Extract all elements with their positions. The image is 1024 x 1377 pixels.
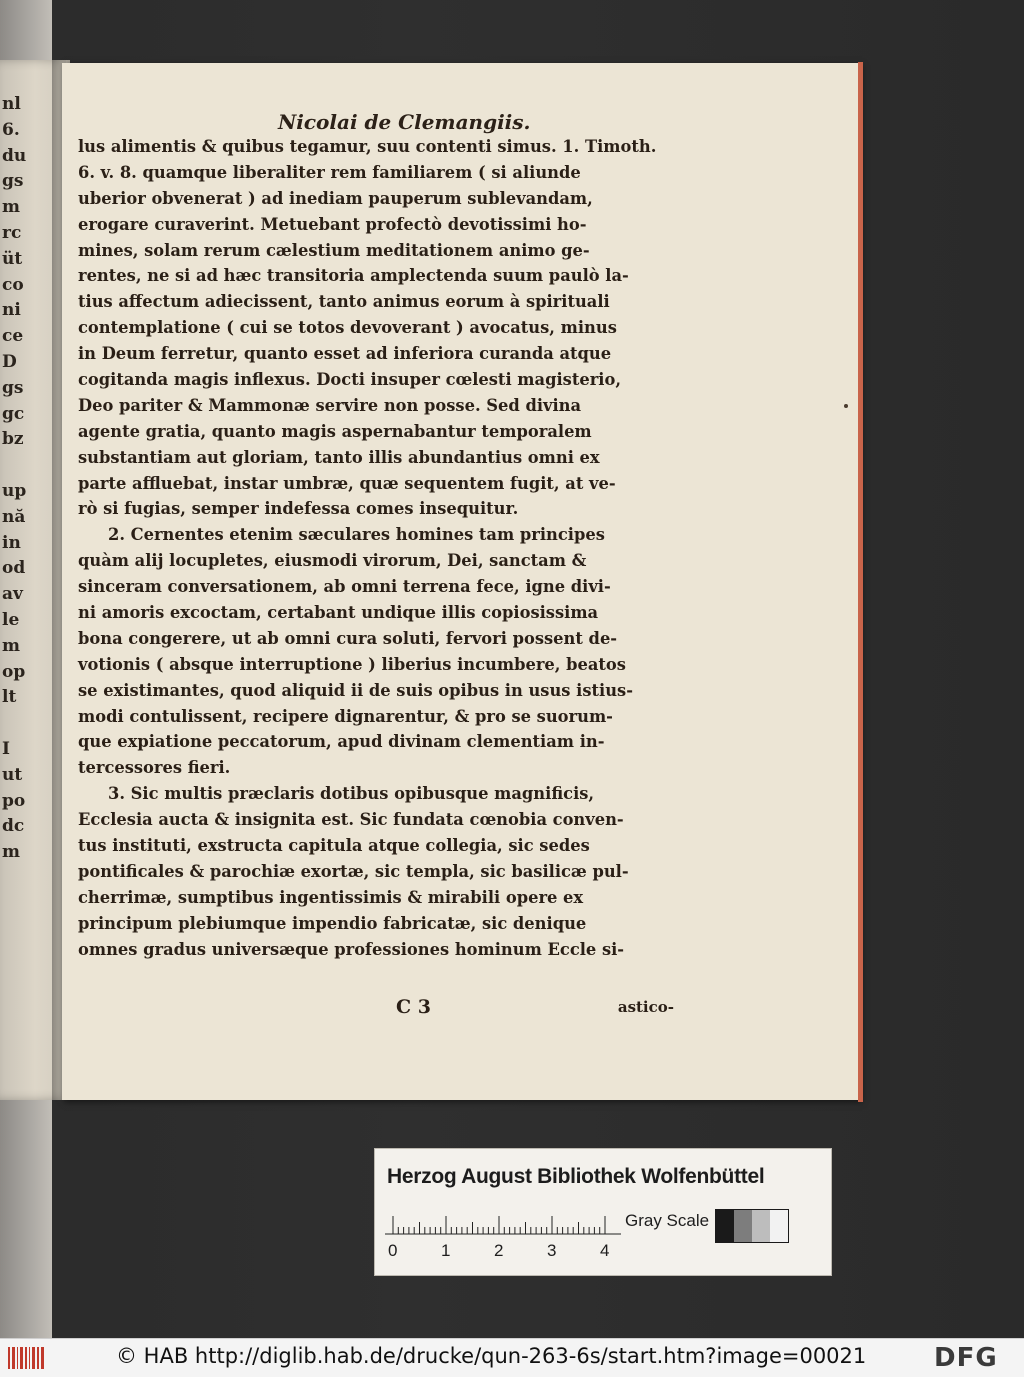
- ruler-number: 2: [494, 1241, 504, 1260]
- previous-page-fragment: op: [2, 661, 26, 682]
- text-line: votionis ( absque interruptione ) liberius incumbere, beatos: [78, 654, 626, 674]
- previous-page-fragment: av: [2, 584, 23, 605]
- library-name: Herzog August Bibliothek Wolfenbüttel: [387, 1165, 765, 1188]
- previous-page-fragment: ni: [2, 300, 21, 321]
- text-line: tercessores fieri.: [78, 758, 231, 778]
- text-line: ni amoris excoctam, certabant undique illis copiosissima: [78, 603, 599, 623]
- gray-scale-label: Gray Scale: [625, 1211, 710, 1230]
- text-line: 3. Sic multis præclaris dotibus opibusque magnificis,: [108, 784, 595, 804]
- previous-page-fragment: [2, 711, 42, 737]
- text-line: que expiatione peccatorum, apud divinam clementiam in-: [78, 732, 605, 752]
- barcode-icon: [8, 1347, 44, 1369]
- text-line: mines, solam rerum cælestium meditationem animo ge-: [78, 240, 590, 260]
- text-line: principum plebiumque impendio fabricatæ, sic denique: [78, 913, 587, 933]
- text-line: rò si fugias, semper indefessa comes insequitur.: [78, 499, 519, 519]
- text-line: 2. Cernentes etenim sæculares homines tam principes: [108, 525, 605, 545]
- previous-page-fragment: le: [2, 609, 20, 630]
- previous-page-fragment: [2, 453, 42, 479]
- previous-page-fragment: gs: [2, 377, 24, 398]
- library-label-card: [374, 1148, 832, 1276]
- previous-page-fragment: gs: [2, 171, 24, 192]
- previous-page-fragment: po: [2, 790, 26, 811]
- previous-page-fragment: m: [2, 635, 20, 656]
- text-line: Ecclesia aucta & insignita est. Sic fundata cœnobia conven-: [78, 810, 624, 830]
- gray-swatch-cell: [734, 1210, 752, 1242]
- text-line: cogitanda magis inflexus. Docti insuper cœlesti magisterio,: [78, 370, 621, 390]
- text-line: modi contulissent, recipere dignarentur, & pro se suorum-: [78, 706, 613, 726]
- previous-page-fragment: in: [2, 532, 21, 553]
- previous-page-fragment: ce: [2, 326, 24, 347]
- previous-page-fragment: m: [2, 842, 20, 863]
- previous-page-fragment: dc: [2, 816, 25, 837]
- text-line: 6. v. 8. quamque liberaliter rem familiarem ( si aliunde: [78, 162, 581, 182]
- previous-page-fragment: bz: [2, 429, 24, 450]
- text-line: tius affectum adiecissent, tanto animus eorum à spirituali: [78, 292, 610, 312]
- previous-page-fragment: lt: [2, 687, 17, 708]
- text-line: uberior obvenerat ) ad inediam pauperum sublevandam,: [78, 188, 593, 208]
- text-line: in Deum ferretur, quanto esset ad inferiora curanda atque: [78, 344, 612, 364]
- gray-swatch-cell: [716, 1210, 734, 1242]
- copyright-url[interactable]: © HAB http://diglib.hab.de/drucke/qun-263-6s/start.htm?image=00021: [116, 1344, 867, 1368]
- text-line: pontificales & parochiæ exortæ, sic templa, sic basilicæ pul-: [78, 861, 629, 881]
- gray-swatch-cell: [752, 1210, 770, 1242]
- signature-mark: C 3: [396, 996, 431, 1018]
- ruler-scale: [385, 1205, 621, 1235]
- text-line: bona congerere, ut ab omni cura soluti, fervori possent de-: [78, 628, 618, 648]
- previous-page-fragment: nl: [2, 94, 21, 114]
- ruler-number: 4: [600, 1241, 610, 1260]
- previous-page-fragment: gc: [2, 403, 25, 424]
- text-line: parte affluebat, instar umbræ, quæ sequentem fugit, at ve-: [78, 473, 616, 493]
- previous-page-fragment: ut: [2, 764, 23, 785]
- text-line: sinceram conversationem, ab omni terrena fece, igne divi-: [78, 577, 611, 597]
- text-line: contemplatione ( cui se totos devoverant ) avocatus, minus: [78, 318, 617, 338]
- running-head: Nicolai de Clemangiis.: [278, 110, 531, 134]
- text-line: omnes gradus universæque professiones hominum Eccle si-: [78, 939, 625, 959]
- previous-page-fragment: I: [2, 738, 10, 759]
- dfg-logo: DFG: [934, 1343, 998, 1373]
- previous-page-fragment: üt: [2, 248, 23, 269]
- text-line: tus instituti, exstructa capitula atque collegia, sic sedes: [78, 836, 590, 856]
- previous-page-fragment: 6.: [2, 119, 20, 140]
- ruler-number: 3: [547, 1241, 557, 1260]
- previous-page-fragment: du: [2, 145, 27, 166]
- previous-page-fragment: nă: [2, 506, 26, 527]
- previous-page-fragment: rc: [2, 222, 22, 243]
- margin-mark: [844, 404, 848, 408]
- page-body-text: [78, 134, 674, 963]
- text-line: substantiam aut gloriam, tanto illis abundantius omni ex: [78, 447, 600, 467]
- previous-page-fragment: up: [2, 480, 27, 501]
- text-line: rentes, ne si ad hæc transitoria amplectenda suum paulò la-: [78, 266, 629, 286]
- previous-page-fragment: m: [2, 197, 20, 218]
- text-line: cherrimæ, sumptibus ingentissimis & mirabili opere ex: [78, 887, 584, 907]
- text-line: erogare curaverint. Metuebant profectò devotissimi ho-: [78, 214, 587, 234]
- text-line: quàm alij locupletes, eiusmodi virorum, Dei, sanctam &: [78, 551, 587, 571]
- gray-scale-swatch: [715, 1209, 789, 1243]
- ruler-number: 0: [388, 1241, 398, 1260]
- gray-swatch-cell: [770, 1210, 788, 1242]
- page-footer-line: [78, 996, 674, 1022]
- previous-page-fragment: od: [2, 558, 26, 579]
- previous-page-fragment: co: [2, 274, 24, 295]
- catchword: astico-: [617, 998, 674, 1016]
- previous-page-text-fragments: [2, 92, 42, 866]
- footer-bar: [0, 1338, 1024, 1377]
- ruler-number: 1: [441, 1241, 451, 1260]
- page-red-edge: [858, 62, 863, 1102]
- text-line: se existimantes, quod aliquid ii de suis opibus in usus istius-: [78, 680, 633, 700]
- text-line: agente gratia, quanto magis aspernabantur temporalem: [78, 421, 592, 441]
- text-line: Deo pariter & Mammonæ servire non posse. Sed divina: [78, 395, 582, 415]
- text-line: lus alimentis & quibus tegamur, suu contenti simus. 1. Timoth.: [78, 137, 657, 156]
- previous-page-fragment: D: [2, 351, 17, 372]
